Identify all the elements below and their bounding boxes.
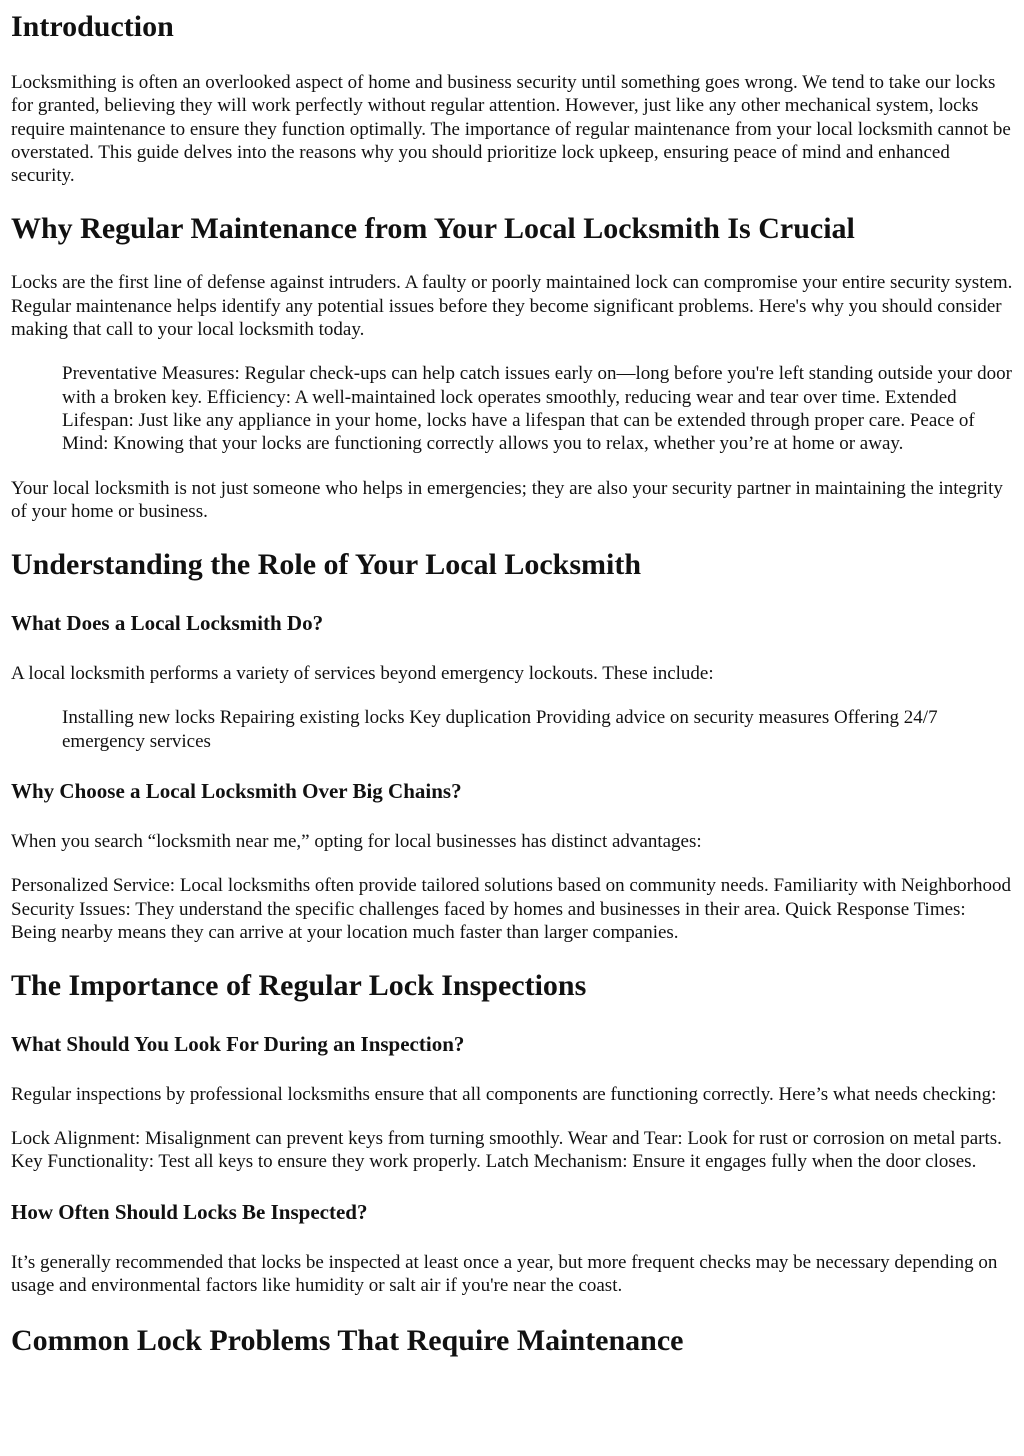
heading-lock-inspections: The Importance of Regular Lock Inspections bbox=[11, 969, 587, 1003]
article bbox=[0, 10, 1024, 1358]
heading-common-lock-problems: Common Lock Problems That Require Maintenance bbox=[11, 1323, 684, 1357]
paragraph-introduction: Locksmithing is often an overlooked aspect of home and business security until something goes wrong. We tend to take our locks for granted, believing they will work perfectly without regular attention. However, just like any other mechanical system, locks require maintenance to ensure they function optimally. The importance of regular maintenance from your local locksmith cannot be overstated. This guide delves into the reasons why you should prioritize lock upkeep, ensuring peace of mind and enhanced security. bbox=[11, 72, 1011, 187]
paragraph-local-advantages: Personalized Service: Local locksmiths often provide tailored solutions based on community needs. Familiarity with Neighborhood Security Issues: They understand the specific challenges faced by homes and businesses in their area. Quick Response Times: Being nearby means they can arrive at your location much faster than larger companies. bbox=[11, 875, 1011, 943]
subheading-inspection-checklist: What Should You Look For During an Inspection? bbox=[11, 1032, 465, 1057]
paragraph-inspection-checks: Lock Alignment: Misalignment can prevent keys from turning smoothly. Wear and Tear: Look for rust or corrosion on metal parts. Key Functionality: Test all keys to ensure they work properly. Latch Mechanism: Ensure it engages fully when the door closes. bbox=[11, 1127, 1002, 1172]
paragraph-why-regular-maintenance: Locks are the first line of defense against intruders. A faulty or poorly maintained lock can compromise your entire security system. Regular maintenance helps identify any potential issues before they become significant problems. Here's why you should consider making that call to your local locksmith today. bbox=[11, 272, 1013, 341]
heading-role-of-locksmith: Understanding the Role of Your Local Locksmith bbox=[11, 548, 642, 582]
paragraph-local-advantages-intro: When you search “locksmith near me,” opting for local businesses has distinct advantages: bbox=[11, 831, 702, 853]
subheading-inspection-frequency: How Often Should Locks Be Inspected? bbox=[11, 1200, 368, 1225]
blockquote-services-list: Installing new locks Repairing existing locks Key duplication Providing advice on security measures Offering 24/7 emergency services bbox=[62, 707, 938, 752]
paragraph-inspection-frequency: It’s generally recommended that locks be inspected at least once a year, but more frequent checks may be necessary depending on usage and environmental factors like humidity or salt air if you're near the coast. bbox=[11, 1252, 998, 1297]
subheading-what-locksmith-does: What Does a Local Locksmith Do? bbox=[11, 611, 324, 636]
heading-why-regular-maintenance: Why Regular Maintenance from Your Local Locksmith Is Crucial bbox=[11, 212, 855, 246]
subheading-local-vs-chains: Why Choose a Local Locksmith Over Big Chains? bbox=[11, 779, 462, 804]
heading-introduction: Introduction bbox=[11, 10, 174, 43]
blockquote-maintenance-benefits: Preventative Measures: Regular check-ups can help catch issues early on—long before you're left standing outside your door with a broken key. Efficiency: A well-maintained lock operates smoothly, reducing wear and tear over time. Extended Lifespan: Just like any appliance in your home, locks have a lifespan that can be extended through proper care. Peace of Mind: Knowing that your locks are functioning correctly allows you to relax, whether you’re at home or away. bbox=[62, 363, 1012, 455]
paragraph-services-intro: A local locksmith performs a variety of services beyond emergency lockouts. These include: bbox=[11, 663, 714, 685]
paragraph-inspection-intro: Regular inspections by professional locksmiths ensure that all components are functioning correctly. Here’s what needs checking: bbox=[11, 1084, 997, 1106]
paragraph-security-partner: Your local locksmith is not just someone who helps in emergencies; they are also your security partner in maintaining the integrity of your home or business. bbox=[11, 477, 1003, 522]
